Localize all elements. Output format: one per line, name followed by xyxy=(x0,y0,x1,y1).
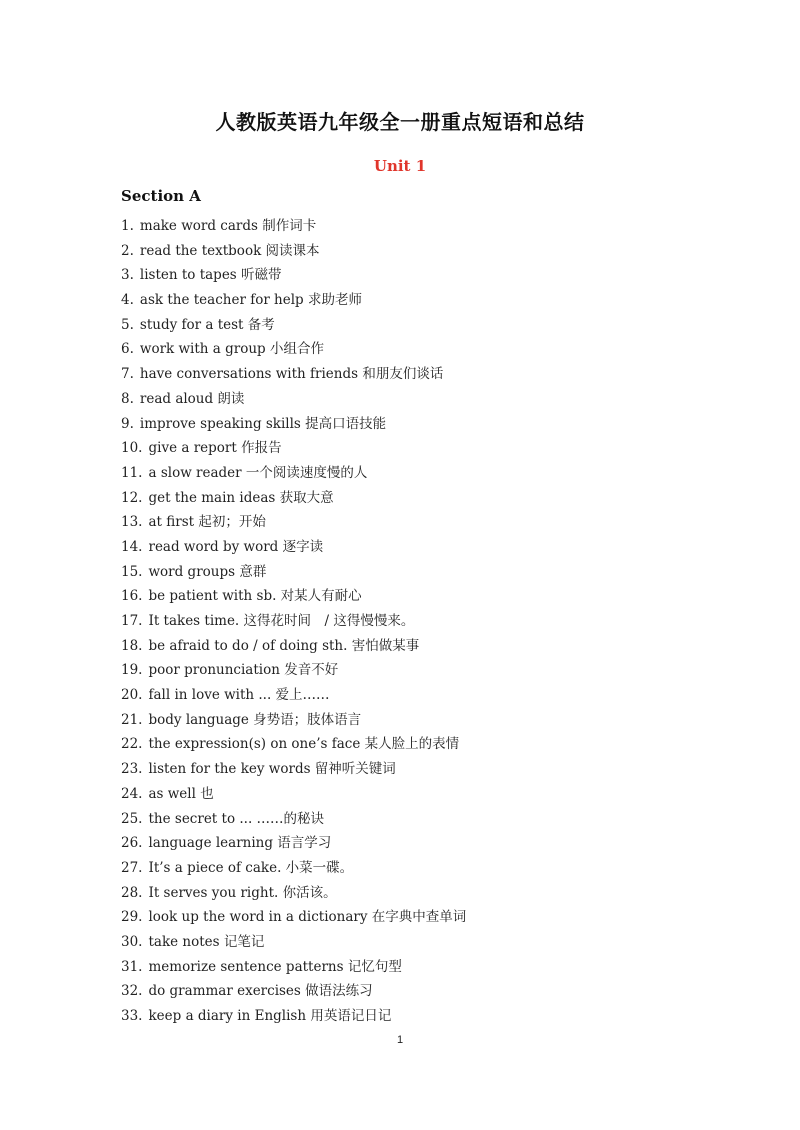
item-number: 32. xyxy=(121,983,143,1000)
item-number: 33. xyxy=(121,1008,143,1024)
item-number: 23. xyxy=(121,761,143,778)
phrase-text: improve speaking skills 提高口语技能 xyxy=(139,415,387,432)
list-item xyxy=(121,979,721,1004)
phrase-text: read aloud 朗读 xyxy=(139,390,245,407)
unit-heading: Unit 1 xyxy=(373,157,427,175)
phrase-text: as well 也 xyxy=(148,785,214,802)
list-item xyxy=(121,905,721,930)
list-item xyxy=(121,362,721,387)
list-item xyxy=(121,708,721,733)
list-item xyxy=(121,412,721,437)
phrase-text: fall in love with ... 爱上…… xyxy=(148,687,330,704)
list-item xyxy=(121,535,721,560)
item-number: 8. xyxy=(121,390,134,407)
item-number: 13. xyxy=(121,514,143,531)
item-number: 18. xyxy=(121,637,143,654)
item-number: 24. xyxy=(121,785,143,802)
item-number: 20. xyxy=(121,687,143,704)
phrase-text: a slow reader 一个阅读速度慢的人 xyxy=(148,464,368,481)
phrase-text: be patient with sb. 对某人有耐心 xyxy=(148,588,362,605)
item-number: 7. xyxy=(121,366,134,383)
list-item xyxy=(121,313,721,338)
item-number: 22. xyxy=(121,736,143,753)
list-item xyxy=(121,757,721,782)
list-item xyxy=(121,634,721,659)
item-number: 19. xyxy=(121,662,143,679)
phrase-text: listen to tapes 听磁带 xyxy=(139,267,282,284)
item-number: 5. xyxy=(121,316,134,333)
item-number: 2. xyxy=(121,242,134,259)
item-number: 15. xyxy=(121,563,143,580)
item-number: 9. xyxy=(121,415,134,432)
phrase-text: look up the word in a dictionary 在字典中查单词 xyxy=(148,909,467,926)
phrase-text: memorize sentence patterns 记忆句型 xyxy=(148,958,402,975)
phrase-text: the expression(s) on one’s face 某人脸上的表情 xyxy=(148,736,460,753)
item-number: 31. xyxy=(121,958,143,975)
page-number: 1 xyxy=(396,1034,404,1046)
phrase-text: be afraid to do / of doing sth. 害怕做某事 xyxy=(148,637,420,654)
item-number: 4. xyxy=(121,292,134,309)
phrase-text: ask the teacher for help 求助老师 xyxy=(139,292,362,309)
item-number: 25. xyxy=(121,810,143,827)
item-number: 29. xyxy=(121,909,143,926)
list-item xyxy=(121,510,721,535)
list-item xyxy=(121,782,721,807)
item-number: 10. xyxy=(121,440,143,457)
list-item xyxy=(121,1004,721,1029)
phrase-text: work with a group 小组合作 xyxy=(139,341,324,358)
item-number: 16. xyxy=(121,588,143,605)
list-item xyxy=(121,930,721,955)
section-heading: Section A xyxy=(121,187,201,205)
list-item xyxy=(121,584,721,609)
phrase-text: read the textbook 阅读课本 xyxy=(139,242,320,259)
phrase-text: have conversations with friends 和朋友们谈话 xyxy=(139,366,444,383)
item-number: 28. xyxy=(121,884,143,901)
phrase-text: give a report 作报告 xyxy=(148,440,282,457)
phrase-text: word groups 意群 xyxy=(148,563,267,580)
phrase-text: at first 起初；开始 xyxy=(148,514,266,531)
phrase-text: It serves you right. 你活该。 xyxy=(148,884,337,901)
item-number: 3. xyxy=(121,267,134,284)
list-item xyxy=(121,263,721,288)
phrase-text: get the main ideas 获取大意 xyxy=(148,489,334,506)
item-number: 12. xyxy=(121,489,143,506)
phrase-text: listen for the key words 留神听关键词 xyxy=(148,761,396,778)
phrase-text: It’s a piece of cake. 小菜一碟。 xyxy=(148,859,354,876)
phrase-text: study for a test 备考 xyxy=(139,316,275,333)
list-item xyxy=(121,683,721,708)
list-item xyxy=(121,560,721,585)
list-item xyxy=(121,856,721,881)
phrase-text: language learning 语言学习 xyxy=(148,835,332,852)
item-number: 17. xyxy=(121,613,143,629)
list-item xyxy=(121,461,721,486)
phrase-text: It takes time. 这得花时间 / 这得慢慢来。 xyxy=(148,613,415,629)
item-number: 1. xyxy=(121,218,134,234)
list-item xyxy=(121,436,721,461)
list-item xyxy=(121,214,721,239)
item-number: 27. xyxy=(121,859,143,876)
list-item xyxy=(121,955,721,980)
phrase-text: do grammar exercises 做语法练习 xyxy=(148,983,373,1000)
list-item xyxy=(121,239,721,264)
phrase-text: the secret to ... ……的秘诀 xyxy=(148,810,325,827)
phrase-text: body language 身势语；肢体语言 xyxy=(148,711,362,728)
list-item xyxy=(121,831,721,856)
list-item xyxy=(121,881,721,906)
item-number: 30. xyxy=(121,933,143,950)
list-item xyxy=(121,486,721,511)
list-item xyxy=(121,387,721,412)
phrase-list xyxy=(121,214,721,1029)
item-number: 14. xyxy=(121,538,143,555)
item-number: 6. xyxy=(121,341,134,358)
list-item xyxy=(121,658,721,683)
list-item xyxy=(121,732,721,757)
list-item xyxy=(121,288,721,313)
document-title: 人教版英语九年级全一册重点短语和总结 xyxy=(215,110,585,134)
phrase-text: take notes 记笔记 xyxy=(148,933,265,950)
list-item xyxy=(121,609,721,634)
list-item xyxy=(121,337,721,362)
list-item xyxy=(121,807,721,832)
item-number: 11. xyxy=(121,464,143,481)
item-number: 21. xyxy=(121,711,143,728)
phrase-text: read word by word 逐字读 xyxy=(148,538,324,555)
phrase-text: keep a diary in English 用英语记日记 xyxy=(148,1008,392,1024)
phrase-text: make word cards 制作词卡 xyxy=(139,218,317,234)
item-number: 26. xyxy=(121,835,143,852)
phrase-text: poor pronunciation 发音不好 xyxy=(148,662,339,679)
